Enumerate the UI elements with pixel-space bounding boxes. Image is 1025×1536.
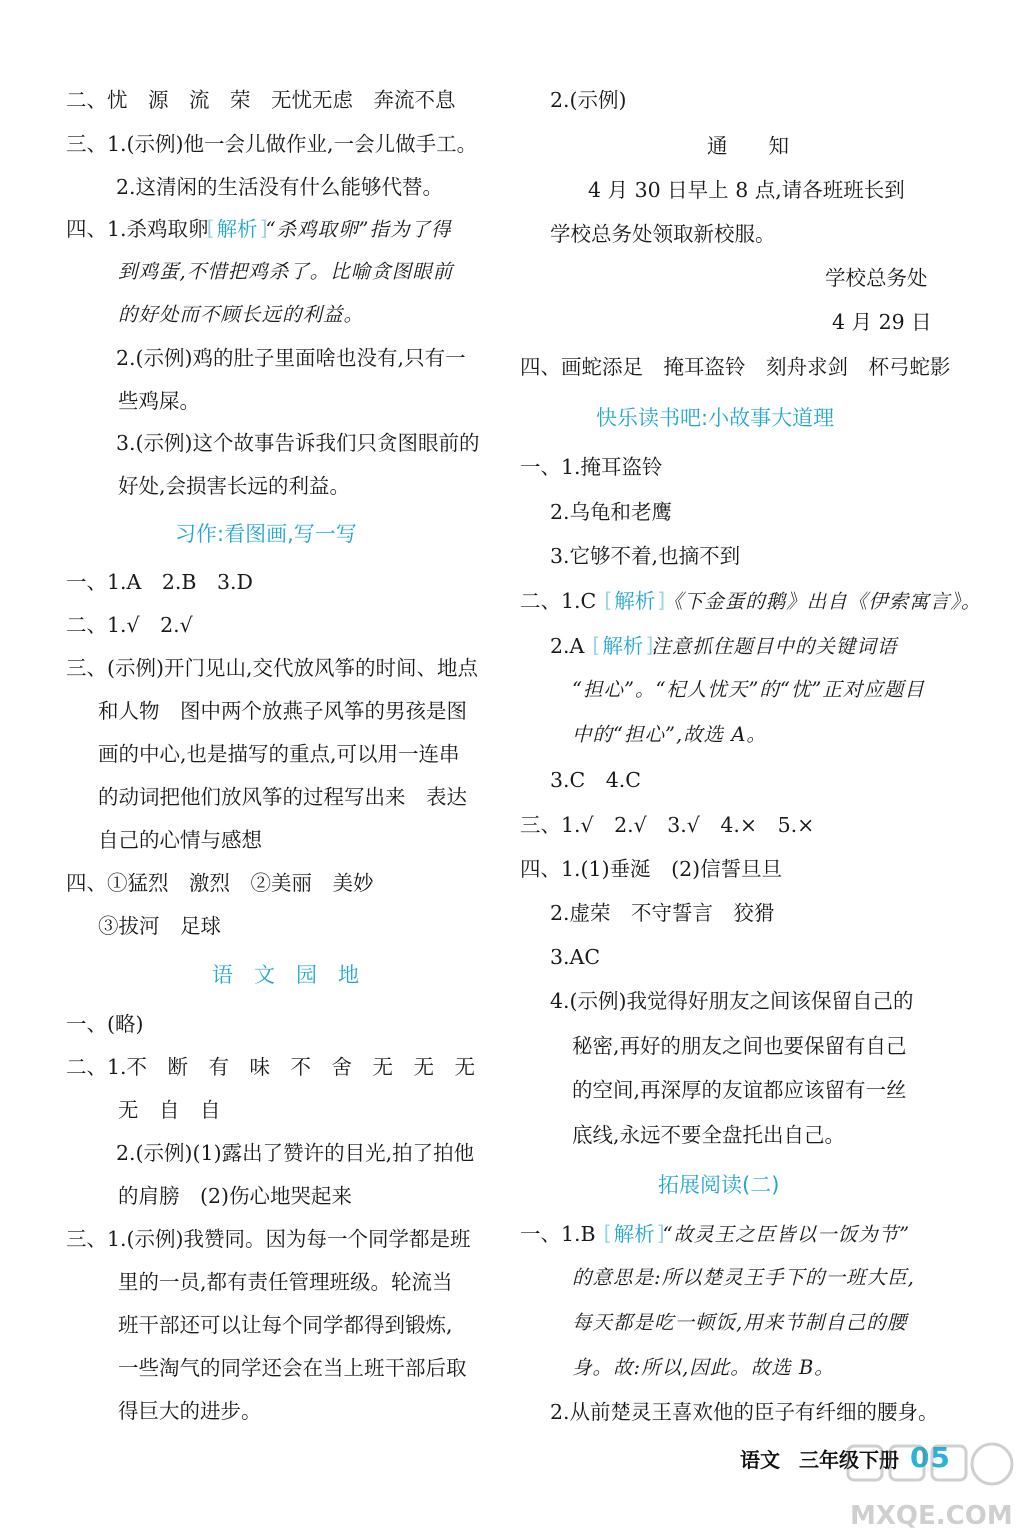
answer-line: 一些淘气的同学还会在当上班干部后取 xyxy=(118,1356,467,1380)
answer-line: 三、1.√ 2.√ 3.√ 4.× 5.× xyxy=(520,813,815,837)
answer-line: 四、画蛇添足 掩耳盗铃 刻舟求剑 杯弓蛇影 xyxy=(520,355,951,379)
analysis-text: “故灵王之臣皆以一饭为节” xyxy=(662,1223,911,1246)
answer-line: 和人物 图中两个放燕子风筝的男孩是图 xyxy=(98,699,467,723)
answer-line: 一、1.A 2.B 3.D xyxy=(66,570,253,594)
answer-line: 2.(示例) xyxy=(550,88,627,112)
analysis-text: 注意抓住题目中的关键词语 xyxy=(651,635,898,658)
notice-title: 通 知 xyxy=(707,134,789,158)
answer-line: ③拔河 足球 xyxy=(98,914,221,938)
answer-text: 四、1.杀鸡取卵 xyxy=(66,217,209,241)
answer-text: 2.A xyxy=(550,634,585,658)
answer-line: 些鸡屎。 xyxy=(118,389,200,413)
answer-line xyxy=(520,591,982,612)
answer-line: 好处,会损害长远的利益。 xyxy=(118,474,351,498)
notice-body: 学校总务处领取新校服。 xyxy=(550,222,776,246)
answer-line: 3.C 4.C xyxy=(550,768,641,792)
answer-line: 班干部还可以让每个同学都得到锻炼, xyxy=(118,1313,453,1337)
answer-line: 一、(略) xyxy=(66,1012,144,1036)
answer-line: 一、1.掩耳盗铃 xyxy=(520,455,663,479)
analysis-tag: [ 解析 ] xyxy=(610,591,659,612)
answer-line: 3.AC xyxy=(550,945,601,969)
analysis-line: 每天都是吃一顿饭,用来节制自己的腰 xyxy=(572,1311,908,1334)
analysis-text: 《下金蛋的鹅》出自《伊索寓言》。 xyxy=(663,590,982,613)
answer-line: 3.(示例)这个故事告诉我们只贪图眼前的 xyxy=(116,431,480,455)
analysis-line: 中的“担心”,故选 A。 xyxy=(572,723,767,746)
section-heading: 快乐读书吧:小故事大道理 xyxy=(596,406,835,430)
analysis-tag: [ 解析 ] xyxy=(213,219,262,240)
notice-body: 4 月 30 日早上 8 点,请各班班长到 xyxy=(588,178,905,202)
answer-line: 底线,永远不要全盘托出自己。 xyxy=(572,1123,846,1147)
section-heading: 语 文 园 地 xyxy=(212,963,359,987)
answer-line: 得巨大的进步。 xyxy=(118,1399,262,1423)
answer-line: 二、忧 源 流 荣 无忧无虑 奔流不息 xyxy=(66,88,456,112)
answer-line: 二、1.√ 2.√ xyxy=(66,613,193,637)
footer-subject: 语文 xyxy=(740,1448,780,1472)
answer-line: 自己的心情与感想 xyxy=(98,828,262,852)
answer-line xyxy=(520,1224,910,1245)
analysis-tag: [ 解析 ] xyxy=(598,636,647,657)
answer-line: 秘密,再好的朋友之间也要保留有自己 xyxy=(572,1034,907,1058)
answer-line: 无 自 自 xyxy=(118,1098,221,1122)
answer-line: 三、1.(示例)我赞同。因为每一个同学都是班 xyxy=(66,1227,471,1251)
answer-line: 画的中心,也是描写的重点,可以用一连串 xyxy=(98,742,460,766)
analysis-line: 的意思是:所以楚灵王手下的一班大臣, xyxy=(572,1266,915,1289)
answer-line: 3.它够不着,也摘不到 xyxy=(550,544,741,568)
analysis-tag: [ 解析 ] xyxy=(610,1224,659,1245)
answer-line: 三、(示例)开门见山,交代放风筝的时间、地点 xyxy=(66,656,479,680)
answer-line: 2.这清闲的生活没有什么能够代替。 xyxy=(116,175,444,199)
answer-line xyxy=(66,219,452,240)
analysis-line: 的好处而不顾长远的利益。 xyxy=(118,303,365,326)
notice-date: 4 月 29 日 xyxy=(832,310,932,334)
watermark-text: MXQE.COM xyxy=(850,1501,1013,1531)
answer-line: 的肩膀 (2)伤心地哭起来 xyxy=(118,1184,353,1208)
answer-line: 4.(示例)我觉得好朋友之间该保留自己的 xyxy=(550,989,914,1013)
answer-line: 的动词把他们放风筝的过程写出来 表达 xyxy=(98,785,467,809)
answer-line: 三、1.(示例)他一会儿做作业,一会儿做手工。 xyxy=(66,132,478,156)
answer-line xyxy=(550,636,897,657)
analysis-line: “担心”。“杞人忧天”的“忧”正对应题目 xyxy=(572,678,925,701)
answer-line: 2.从前楚灵王喜欢他的臣子有纤细的腰身。 xyxy=(550,1400,939,1424)
answer-text: 一、1.B xyxy=(520,1222,596,1246)
section-heading: 拓展阅读(二) xyxy=(658,1173,780,1197)
answer-line: 2.乌龟和老鹰 xyxy=(550,500,673,524)
analysis-line: 身。故:所以,因此。故选 B。 xyxy=(572,1356,835,1379)
answer-line: 四、①猛烈 激烈 ②美丽 美妙 xyxy=(66,871,374,895)
answer-line: 四、1.(1)垂涎 (2)信誓旦旦 xyxy=(520,857,783,881)
section-heading: 习作:看图画,写一写 xyxy=(175,522,357,546)
answer-text: 二、1.C xyxy=(520,589,597,613)
answer-line: 的空间,再深厚的友谊都应该留有一丝 xyxy=(572,1078,907,1102)
footer-grade: 三年级下册 xyxy=(798,1448,899,1472)
answer-line: 二、1.不 断 有 味 不 舍 无 无 无 xyxy=(66,1055,476,1079)
watermark-logo xyxy=(842,1440,1022,1532)
answer-line: 2.(示例)鸡的肚子里面啥也没有,只有一 xyxy=(116,346,466,370)
notice-signature: 学校总务处 xyxy=(825,266,928,290)
analysis-line: 到鸡蛋,不惜把鸡杀了。比喻贪图眼前 xyxy=(118,260,454,283)
answer-line: 里的一员,都有责任管理班级。轮流当 xyxy=(118,1270,453,1294)
analysis-text: “杀鸡取卵”指为了得 xyxy=(265,218,452,241)
answer-line: 2.(示例)(1)露出了赞许的目光,拍了拍他 xyxy=(116,1141,475,1165)
page-number: 05 xyxy=(909,1441,951,1474)
answer-line: 2.虚荣 不守誓言 狡猾 xyxy=(550,901,775,925)
